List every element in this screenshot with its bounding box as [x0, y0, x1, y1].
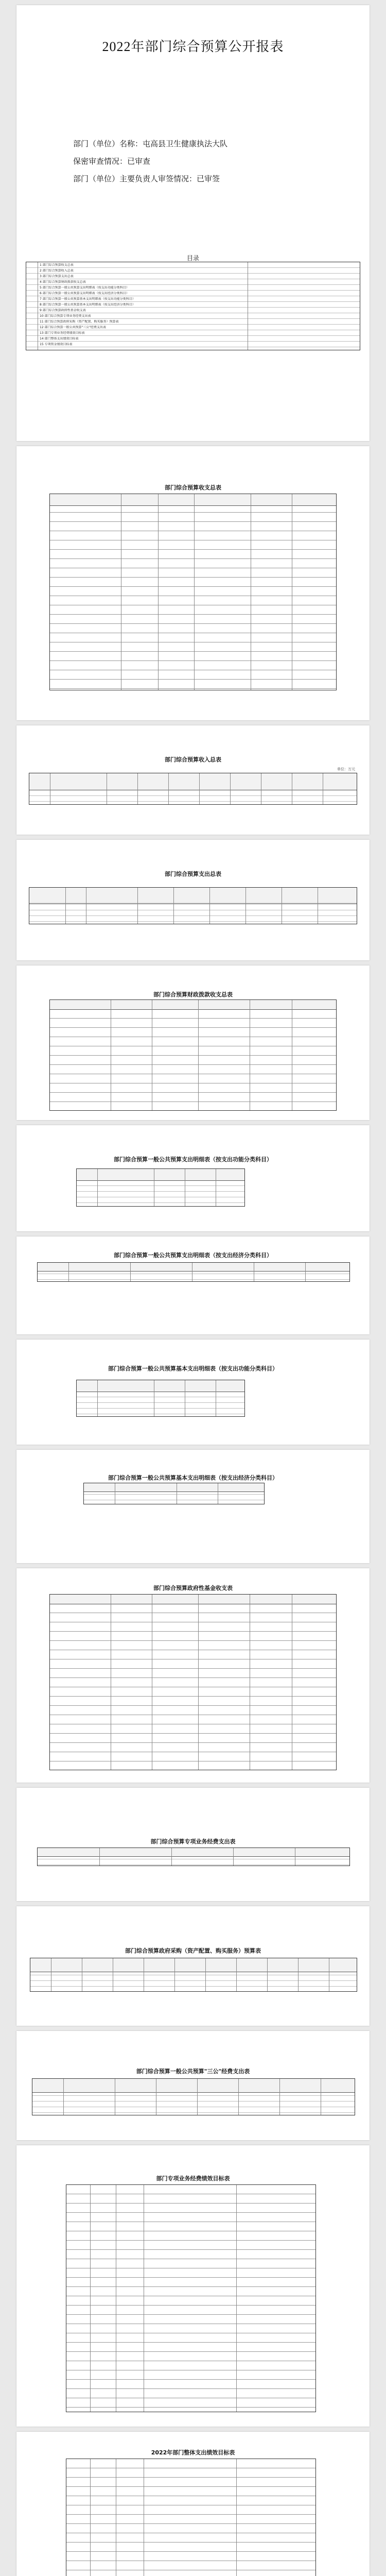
three-public-table: [32, 2078, 355, 2115]
table-title: 部门综合预算一般公共预算基本支出明细表（按支出功能分类科目）: [108, 1365, 278, 1372]
fiscal-appropriation-table: [49, 999, 337, 1111]
unit-note: 单位：万元: [337, 767, 355, 771]
cover-page: [16, 5, 370, 441]
table-title: 部门综合预算财政拨款收支总表: [153, 991, 233, 998]
page-performance-overall: [16, 2432, 370, 2576]
toc-row: 1 部门综合预算收支总表: [40, 263, 74, 267]
page-special-business: [16, 1788, 370, 1901]
page-three-public: [16, 2031, 370, 2140]
table-title: 部门综合预算一般公共预算支出明细表（按支出功能分类科目）: [114, 1156, 272, 1163]
document-title: 2022年部门综合预算公开报表: [102, 39, 284, 54]
toc-row: 4 部门综合预算财政拨款收支总表: [40, 280, 86, 284]
toc-row: 6 部门综合预算一般公共预算支出明细表（按支出经济分类科目）: [40, 292, 129, 295]
table-title: 部门综合预算一般公共预算支出明细表（按支出经济分类科目）: [114, 1252, 272, 1259]
table-title: 2022年部门整体支出绩效目标表: [151, 2449, 235, 2456]
toc-row: 8 部门综合预算一般公共预算基本支出明细表（按支出经济分类科目）: [40, 303, 135, 307]
special-business-table: [37, 1848, 350, 1866]
page-expense-summary: [16, 840, 370, 960]
cover-review-status: 保密审查情况：已审查: [73, 158, 151, 166]
table-title: 部门综合预算专项业务经费支出表: [150, 1838, 236, 1845]
toc-title: 目录: [186, 255, 199, 262]
page-basic-expense-functional: [16, 1340, 370, 1445]
performance-overall-table: [66, 2459, 316, 2576]
toc-row: 10 部门综合预算专项业务经费支出表: [40, 314, 91, 318]
page-budget-summary: [16, 446, 370, 720]
page-general-budget-functional: [16, 1125, 370, 1231]
expense-summary-table: [29, 887, 357, 924]
income-summary-table: [29, 773, 357, 805]
basic-expense-functional-table: [76, 1380, 245, 1417]
toc-row: 12 部门综合预算一般公共预算"三公"经费支出表: [40, 326, 107, 329]
toc-table: [26, 262, 360, 350]
page-gov-fund: [16, 1568, 370, 1783]
toc-row: 2 部门综合预算收入总表: [40, 269, 74, 273]
general-budget-economic-table: [37, 1262, 350, 1282]
table-title: 部门综合预算政府采购（资产配置、购买服务）预算表: [125, 1947, 261, 1954]
gov-fund-table: [49, 1594, 337, 1770]
toc-row: 3 部门综合预算支出总表: [40, 275, 74, 278]
page-income-summary: [16, 725, 370, 835]
table-title: 部门专项业务经费绩效目标表: [156, 2175, 230, 2182]
budget-summary-table: [49, 494, 337, 690]
toc-row: 9 部门综合预算政府性基金收支表: [40, 309, 86, 312]
cover-unit-name: 部门（单位）名称：屯高县卫生健康执法大队: [73, 140, 228, 148]
table-title: 部门综合预算收支总表: [165, 484, 221, 491]
table-title: 部门综合预算政府性基金收支表: [153, 1585, 233, 1591]
table-title: 部门综合预算一般公共预算基本支出明细表（按支出经济分类科目）: [108, 1475, 278, 1481]
basic-expense-economic-table: [83, 1483, 265, 1504]
page-general-budget-economic: [16, 1236, 370, 1334]
performance-special-table: [66, 2184, 316, 2412]
page-gov-procurement: [16, 1906, 370, 2026]
toc-row: 11 部门综合预算政府采购（资产配置、购买服务）预算表: [40, 320, 119, 324]
page-fiscal-appropriation: [16, 965, 370, 1120]
table-title: 部门综合预算收入总表: [165, 756, 221, 763]
toc-row: 14 部门整体支出绩效目标表: [40, 337, 79, 341]
toc-row: 13 部门专项业务经费绩效目标表: [40, 331, 85, 335]
toc-row: 5 部门综合预算一般公共预算支出明细表（按支出功能分类科目）: [40, 286, 129, 290]
toc-row: 7 部门综合预算一般公共预算基本支出明细表（按支出功能分类科目）: [40, 297, 135, 301]
general-budget-functional-table: [76, 1168, 245, 1207]
table-title: 部门综合预算一般公共预算"三公"经费支出表: [136, 2068, 250, 2075]
cover-signoff-status: 部门（单位）主要负责人审签情况：已审签: [73, 175, 220, 183]
toc-row: 15 专项资金绩效目标表: [40, 343, 73, 346]
gov-procurement-table: [30, 1958, 357, 1992]
page-performance-special: [16, 2145, 370, 2427]
table-title: 部门综合预算支出总表: [165, 871, 221, 877]
page-basic-expense-economic: [16, 1450, 370, 1563]
